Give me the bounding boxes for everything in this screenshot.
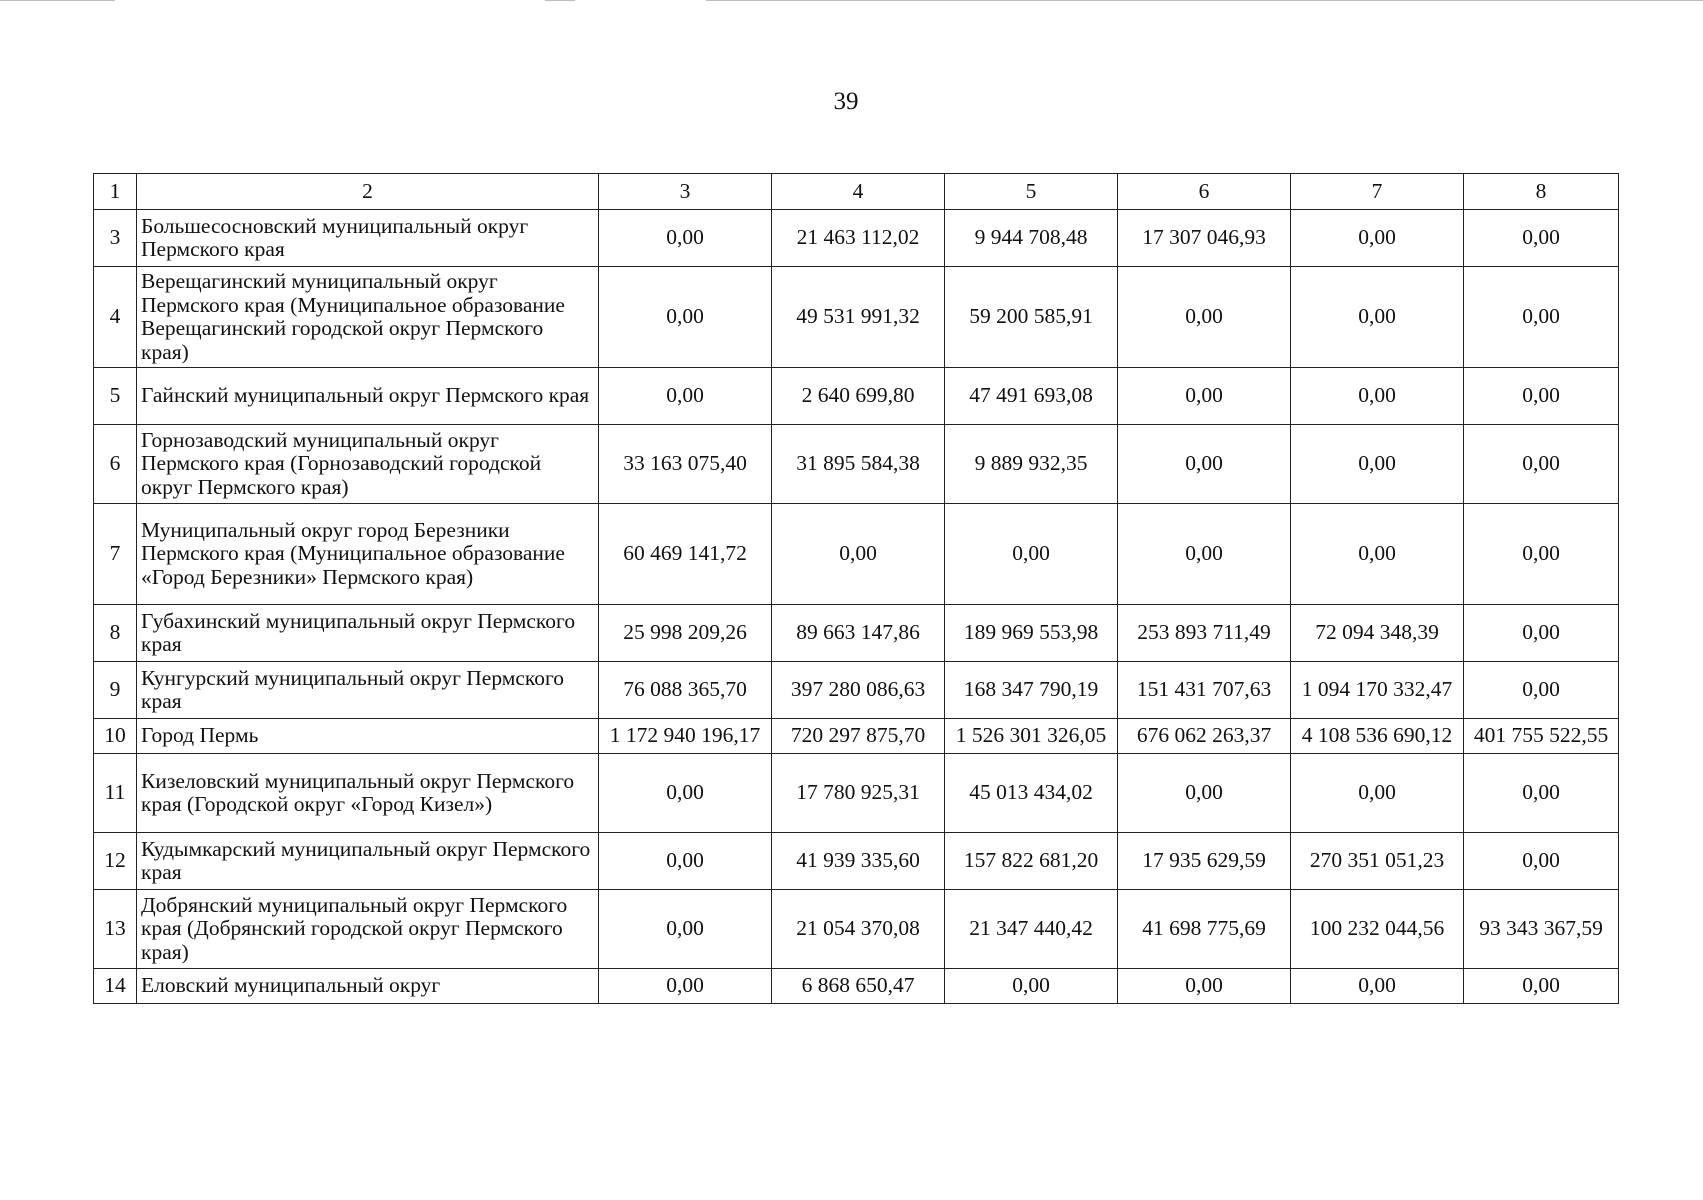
value-cell-col-4: 21 463 112,02: [772, 210, 945, 267]
value-cell-col-5: 9 889 932,35: [945, 425, 1118, 504]
municipality-name-cell: Еловский муниципальный округ: [137, 969, 599, 1004]
page-number: 39: [833, 88, 859, 115]
column-number-header-row: [94, 174, 1619, 210]
value-cell-col-3: 0,00: [599, 210, 772, 267]
row-number-cell: 6: [94, 425, 137, 504]
value-cell-col-4: 6 868 650,47: [772, 969, 945, 1004]
value-cell-col-3: 0,00: [599, 267, 772, 368]
row-number-cell: 3: [94, 210, 137, 267]
value-cell-col-8: 0,00: [1464, 504, 1619, 605]
value-cell-col-6: 253 893 711,49: [1118, 605, 1291, 662]
value-cell-col-8: 0,00: [1464, 267, 1619, 368]
municipality-name-cell: Кудымкарский муниципальный округ Пермского края: [137, 833, 599, 890]
municipality-name-cell: Горнозаводский муниципальный округ Пермского края (Горнозаводский городской округ Пермского края): [137, 425, 599, 504]
value-cell-col-4: 720 297 875,70: [772, 719, 945, 754]
value-cell-col-5: 59 200 585,91: [945, 267, 1118, 368]
value-cell-col-7: 0,00: [1291, 504, 1464, 605]
scan-edge-line-center: [545, 0, 575, 1]
value-cell-col-5: 168 347 790,19: [945, 662, 1118, 719]
row-number-cell: 14: [94, 969, 137, 1004]
municipality-name-cell: Кунгурский муниципальный округ Пермского края: [137, 662, 599, 719]
value-cell-col-4: 49 531 991,32: [772, 267, 945, 368]
header-cell: 1: [94, 174, 137, 210]
value-cell-col-7: 270 351 051,23: [1291, 833, 1464, 890]
value-cell-col-8: 401 755 522,55: [1464, 719, 1619, 754]
table-row: [94, 425, 1619, 504]
row-number-cell: 9: [94, 662, 137, 719]
value-cell-col-5: 9 944 708,48: [945, 210, 1118, 267]
row-number-cell: 4: [94, 267, 137, 368]
value-cell-col-5: 21 347 440,42: [945, 890, 1118, 969]
table-row: [94, 267, 1619, 368]
municipality-name-cell: Верещагинский муниципальный округ Пермского края (Муниципальное образование Верещагинский городской округ Пермского края): [137, 267, 599, 368]
value-cell-col-8: 0,00: [1464, 833, 1619, 890]
value-cell-col-7: 4 108 536 690,12: [1291, 719, 1464, 754]
value-cell-col-5: 0,00: [945, 504, 1118, 605]
value-cell-col-3: 0,00: [599, 754, 772, 833]
header-cell: 7: [1291, 174, 1464, 210]
row-number-cell: 11: [94, 754, 137, 833]
value-cell-col-3: 1 172 940 196,17: [599, 719, 772, 754]
value-cell-col-4: 41 939 335,60: [772, 833, 945, 890]
value-cell-col-4: 89 663 147,86: [772, 605, 945, 662]
municipality-name-cell: Губахинский муниципальный округ Пермского края: [137, 605, 599, 662]
value-cell-col-4: 0,00: [772, 504, 945, 605]
value-cell-col-5: 45 013 434,02: [945, 754, 1118, 833]
value-cell-col-3: 33 163 075,40: [599, 425, 772, 504]
value-cell-col-7: 0,00: [1291, 425, 1464, 504]
value-cell-col-6: 676 062 263,37: [1118, 719, 1291, 754]
value-cell-col-8: 93 343 367,59: [1464, 890, 1619, 969]
municipality-name-cell: Добрянский муниципальный округ Пермского края (Добрянский городской округ Пермского края): [137, 890, 599, 969]
value-cell-col-4: 31 895 584,38: [772, 425, 945, 504]
scan-edge-line-left: [0, 0, 115, 1]
row-number-cell: 12: [94, 833, 137, 890]
value-cell-col-8: 0,00: [1464, 969, 1619, 1004]
value-cell-col-7: 0,00: [1291, 969, 1464, 1004]
value-cell-col-6: 0,00: [1118, 969, 1291, 1004]
value-cell-col-7: 0,00: [1291, 368, 1464, 425]
table-row: [94, 662, 1619, 719]
value-cell-col-8: 0,00: [1464, 210, 1619, 267]
header-cell: 6: [1118, 174, 1291, 210]
value-cell-col-3: 0,00: [599, 368, 772, 425]
value-cell-col-3: 0,00: [599, 833, 772, 890]
value-cell-col-8: 0,00: [1464, 425, 1619, 504]
value-cell-col-3: 25 998 209,26: [599, 605, 772, 662]
table-row: [94, 969, 1619, 1004]
value-cell-col-4: 21 054 370,08: [772, 890, 945, 969]
municipality-name-cell: Город Пермь: [137, 719, 599, 754]
table-row: [94, 605, 1619, 662]
data-table: [93, 173, 1619, 1004]
value-cell-col-8: 0,00: [1464, 368, 1619, 425]
value-cell-col-4: 397 280 086,63: [772, 662, 945, 719]
value-cell-col-6: 0,00: [1118, 425, 1291, 504]
value-cell-col-3: 76 088 365,70: [599, 662, 772, 719]
municipality-name-cell: Муниципальный округ город Березники Пермского края (Муниципальное образование «Город Березники» Пермского края): [137, 504, 599, 605]
header-cell: 3: [599, 174, 772, 210]
value-cell-col-8: 0,00: [1464, 605, 1619, 662]
row-number-cell: 8: [94, 605, 137, 662]
header-cell: 4: [772, 174, 945, 210]
municipality-name-cell: Кизеловский муниципальный округ Пермского края (Городской округ «Город Кизел»): [137, 754, 599, 833]
row-number-cell: 5: [94, 368, 137, 425]
value-cell-col-6: 17 307 046,93: [1118, 210, 1291, 267]
table-row: [94, 833, 1619, 890]
value-cell-col-7: 72 094 348,39: [1291, 605, 1464, 662]
value-cell-col-5: 0,00: [945, 969, 1118, 1004]
header-cell: 2: [137, 174, 599, 210]
table-row: [94, 210, 1619, 267]
value-cell-col-7: 0,00: [1291, 754, 1464, 833]
value-cell-col-6: 0,00: [1118, 267, 1291, 368]
table-row: [94, 754, 1619, 833]
value-cell-col-7: 0,00: [1291, 210, 1464, 267]
value-cell-col-7: 100 232 044,56: [1291, 890, 1464, 969]
value-cell-col-6: 0,00: [1118, 754, 1291, 833]
value-cell-col-6: 0,00: [1118, 504, 1291, 605]
row-number-cell: 7: [94, 504, 137, 605]
municipality-name-cell: Гайнский муниципальный округ Пермского края: [137, 368, 599, 425]
table-row: [94, 368, 1619, 425]
row-number-cell: 13: [94, 890, 137, 969]
value-cell-col-7: 1 094 170 332,47: [1291, 662, 1464, 719]
table-row: [94, 719, 1619, 754]
table-row: [94, 890, 1619, 969]
value-cell-col-5: 1 526 301 326,05: [945, 719, 1118, 754]
value-cell-col-6: 151 431 707,63: [1118, 662, 1291, 719]
header-cell: 5: [945, 174, 1118, 210]
value-cell-col-5: 47 491 693,08: [945, 368, 1118, 425]
value-cell-col-6: 41 698 775,69: [1118, 890, 1291, 969]
scan-edge-line-right: [706, 0, 1703, 1]
value-cell-col-3: 0,00: [599, 969, 772, 1004]
value-cell-col-4: 17 780 925,31: [772, 754, 945, 833]
municipality-name-cell: Большесосновский муниципальный округ Пермского края: [137, 210, 599, 267]
table-row: [94, 504, 1619, 605]
header-cell: 8: [1464, 174, 1619, 210]
row-number-cell: 10: [94, 719, 137, 754]
value-cell-col-3: 0,00: [599, 890, 772, 969]
table-body: [94, 174, 1619, 1004]
value-cell-col-7: 0,00: [1291, 267, 1464, 368]
value-cell-col-8: 0,00: [1464, 754, 1619, 833]
value-cell-col-5: 157 822 681,20: [945, 833, 1118, 890]
value-cell-col-8: 0,00: [1464, 662, 1619, 719]
value-cell-col-6: 0,00: [1118, 368, 1291, 425]
value-cell-col-5: 189 969 553,98: [945, 605, 1118, 662]
value-cell-col-3: 60 469 141,72: [599, 504, 772, 605]
value-cell-col-6: 17 935 629,59: [1118, 833, 1291, 890]
value-cell-col-4: 2 640 699,80: [772, 368, 945, 425]
